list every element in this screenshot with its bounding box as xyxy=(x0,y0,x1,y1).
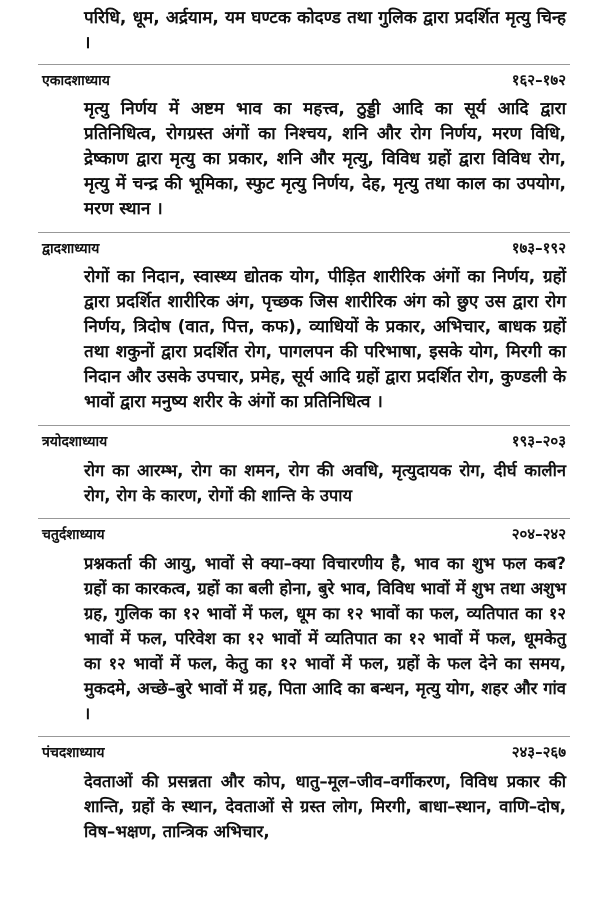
chapter-15 xyxy=(42,736,566,844)
chapter-header xyxy=(42,425,566,452)
intro-paragraph: परिधि, धूम, अर्द्रयाम, यम घण्टक कोदण्ड तथा गुलिक द्वारा प्रदर्शित मृत्यु चिन्ह । xyxy=(84,8,566,53)
divider xyxy=(38,518,570,519)
chapter-11 xyxy=(42,64,566,222)
chapter-page-range: २४३–२६७ xyxy=(511,743,566,761)
chapter-header xyxy=(42,518,566,545)
chapter-description: प्रश्नकर्ता की आयु, भावों से क्या–क्या विचारणीय है, भाव का शुभ फल कब? ग्रहों का कारकत्व, ग्रहों का बली होना, बुरे भाव, विविध भावों में शुभ तथा अशुभ ग्रह, गुलिक का १२ भावों में फल, धूम का १२ भावों का फल, व्यतिपात का १२ भावों में फल, परिवेश का १२ भावों में व्यतिपात का १२ भावों में फल, धूमकेतु का १२ भावों में फल, केतु का १२ भावों में फल, ग्रहों के फल देने का समय, मुकदमे, अच्छे–बुरे भावों में ग्रह, पिता आदि का बन्धन, मृत्यु योग, शहर और गांव । xyxy=(84,554,566,723)
chapter-title: चतुर्दशाध्याय xyxy=(42,527,105,543)
chapter-title: पंचदशाध्याय xyxy=(42,745,105,761)
chapter-12 xyxy=(42,232,566,415)
chapter-page-range: २०४–२४२ xyxy=(511,525,566,543)
chapter-page-range: १६२–१७२ xyxy=(511,71,566,89)
chapter-13 xyxy=(42,425,566,508)
chapter-page-range: १७३–१९२ xyxy=(511,239,566,257)
chapter-description: देवताओं की प्रसन्नता और कोप, धातु–मूल–जीव–वर्गीकरण, विविध प्रकार की शान्ति, ग्रहों के स्थान, देवताओं से ग्रस्त लोग, मिरगी, बाधा–स्थान, वाणि–दोष, विष–भक्षण, तान्त्रिक अभिचार, xyxy=(84,772,566,841)
chapter-title: एकादशाध्याय xyxy=(42,73,110,89)
chapter-description: मृत्यु निर्णय में अष्टम भाव का महत्त्व, ठुड्डी आदि का सूर्य आदि द्वारा प्रतिनिधित्व, रोगग्रस्त अंगों का निश्चय, शनि और रोग निर्णय, मरण विधि, द्रेष्काण द्वारा मृत्यु का प्रकार, शनि और मृत्यु, विविध ग्रहों द्वारा विविध रोग, मृत्यु में चन्द्र की भूमिका, स्फुट मृत्यु निर्णय, देह, मृत्यु तथा काल का उपयोग, मरण स्थान । xyxy=(84,99,566,219)
chapter-description: रोगों का निदान, स्वास्थ्य द्योतक योग, पीड़ित शारीरिक अंगों का निर्णय, ग्रहों द्वारा प्रदर्शित शारीरिक अंग, पृच्छक जिस शारीरिक अंग को छुए उस द्वारा रोग निर्णय, त्रिदोष (वात, पित्त, कफ), व्याधियों के प्रकार, अभिचार, बाधक ग्रहों तथा शकुनों द्वारा प्रदर्शित रोग, पागलपन की परिभाषा, इसके योग, मिरगी का निदान और उसके उपचार, प्रमेह, सूर्य आदि ग्रहों द्वारा प्रदर्शित रोग, कुण्डली के भावों द्वारा मनुष्य शरीर के अंगों का प्रतिनिधित्व । xyxy=(84,267,566,412)
chapter-description: रोग का आरम्भ, रोग का शमन, रोग की अवधि, मृत्युदायक रोग, दीर्घ कालीन रोग, रोग के कारण, रोगों की शान्ति के उपाय xyxy=(84,461,566,505)
divider xyxy=(38,64,570,65)
chapter-14 xyxy=(42,518,566,726)
chapter-header xyxy=(42,232,566,259)
chapter-header xyxy=(42,736,566,763)
divider xyxy=(38,736,570,737)
chapter-title: त्रयोदशाध्याय xyxy=(42,434,108,450)
chapter-page-range: १९३–२०३ xyxy=(511,432,566,450)
chapter-header xyxy=(42,64,566,91)
chapter-title: द्वादशाध्याय xyxy=(42,241,100,257)
divider xyxy=(38,232,570,233)
divider xyxy=(38,425,570,426)
